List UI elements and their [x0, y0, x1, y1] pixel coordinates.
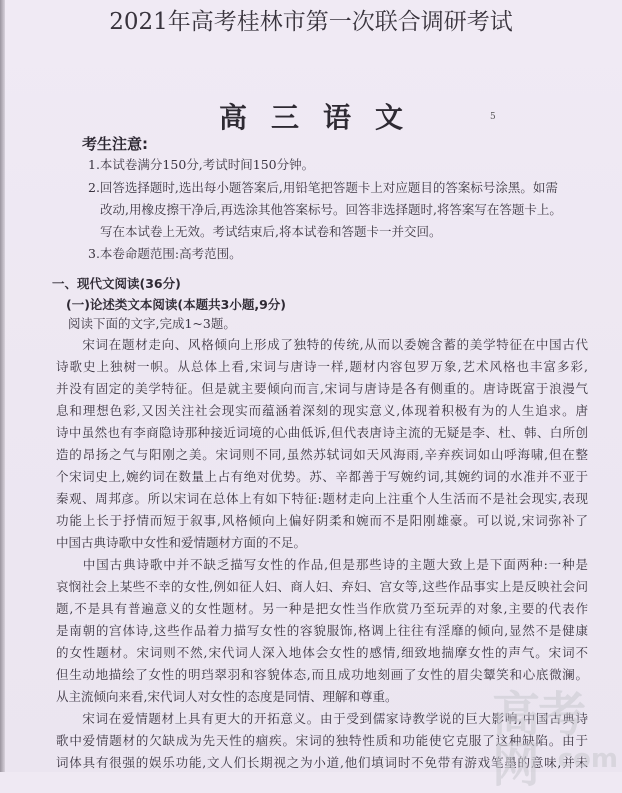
- passage-line: 题,不是具有普遍意义的女性题材。另一种是把女性当作欣赏乃至玩弄的对象,主要的代表作: [56, 601, 588, 616]
- notice-item-2: 2.回答选择题时,选出每小题答案后,用铅笔把答题卡上对应题目的答案标号涂黑。如需: [88, 180, 558, 195]
- notice-heading: 考生注意:: [82, 135, 148, 153]
- section-heading: 一、现代文阅读(36分): [52, 276, 181, 291]
- passage-line: 哀悯社会上某些不幸的女性,例如征人妇、商人妇、弃妇、宫女等,这些作品事实上是反映社会问: [56, 579, 588, 594]
- exam-title: 2021年高考桂林市第一次联合调研考试: [109, 9, 513, 35]
- passage-line: 的女性题材。宋词则不然,宋代词人深入地体会女性的感情,细致地揣摩女性的声气。宋词不: [56, 645, 588, 660]
- notice-item-2-cont: 改动,用橡皮擦干净后,再选涂其他答案标号。回答非选择题时,将答案写在答题卡上。: [100, 202, 562, 217]
- passage-line: 是南朝的宫体诗,这些作品着力描写女性的容貌服饰,格调上往往有淫靡的倾向,显然不是健康: [56, 623, 588, 638]
- passage-line: 宋词在爱情题材上具有更大的开拓意义。由于受到儒家诗教学说的巨大影响,中国古典诗: [56, 711, 588, 726]
- notice-item-2-cont2: 写在本试卷上无效。考试结束后,将本试卷和答题卡一并交回。: [100, 224, 442, 239]
- passage-line: 造的昂扬之气与阳刚之美。宋词则不同,虽然苏轼词如天风海雨,辛弃疾词如山呼海啸,但在整: [56, 447, 588, 462]
- notice-item-3: 3.本卷命题范围:高考范围。: [88, 246, 242, 261]
- passage-line: 从主流倾向来看,宋代词人对女性的态度是同情、理解和尊重。: [56, 689, 398, 704]
- watermark-domain: com: [557, 744, 618, 774]
- passage-line: 功能上长于抒情而短于叙事,风格倾向上偏好阴柔和婉而不是阳刚雄豪。可以说,宋词弥补了: [56, 513, 588, 528]
- passage-line: 秦观、周邦彦。所以宋词在总体上有如下特征:题材走向上注重个人生活而不是社会现实,表现: [56, 491, 588, 506]
- watermark-logo: 高考网: [492, 687, 585, 793]
- subsection-heading: (一)论述类文本阅读(本题共3小题,9分): [66, 297, 286, 312]
- passage-line: 并没有固定的美学特征。但是就主要倾向而言,宋词与唐诗是各有侧重的。唐诗既富于浪漫气: [56, 381, 588, 396]
- passage-line: 词体具有很强的娱乐功能,文人们长期视之为小道,他们填词时不免带有游戏笔墨的意味,并未: [56, 755, 588, 770]
- instruction: 阅读下面的文字,完成1~3题。: [68, 316, 236, 331]
- passage-line: 宋词在题材走向、风格倾向上形成了独特的传统,从而以委婉含蓄的美学特征在中国古代: [56, 337, 588, 352]
- passage-line: 但生动地描绘了女性的明珰翠羽和容貌体态,而且成功地刻画了女性的眉尖颦笑和心底微澜。: [56, 667, 588, 682]
- subject-title: 高三语文: [218, 101, 427, 134]
- passage-line: 中国古典诗歌中并不缺乏描写女性的作品,但是那些诗的主题大致上是下面两种:一种是: [56, 557, 588, 572]
- stray-mark: 5: [490, 112, 496, 122]
- notice-item-1: 1.本试卷满分150分,考试时间150分钟。: [88, 157, 315, 172]
- passage-line: 诗歌史上独树一帜。从总体上看,宋词与唐诗一样,题材内容包罗万象,艺术风格也丰富多彩,: [56, 359, 588, 374]
- passage-line: 中国古典诗歌中女性和爱情题材方面的不足。: [56, 535, 307, 550]
- passage-line: 诗中虽然也有李商隐诗那种接近词境的心曲低诉,但代表唐诗主流的无疑是李、杜、韩、白所创: [56, 425, 588, 440]
- passage-line: 息和理想色彩,又因关注社会现实而蕴涵着深刻的现实意义,体现着积极有为的人生追求。唐: [56, 403, 588, 418]
- passage-line: 个宋词史上,婉约词在数量上占有绝对优势。苏、辛都善于写婉约词,其婉约词的水准并不亚于: [56, 469, 588, 484]
- passage-line: 歌中爱情题材的欠缺成为先天性的痼疾。宋词的独特性质和功能使它克服了这种缺陷。由于: [56, 733, 588, 748]
